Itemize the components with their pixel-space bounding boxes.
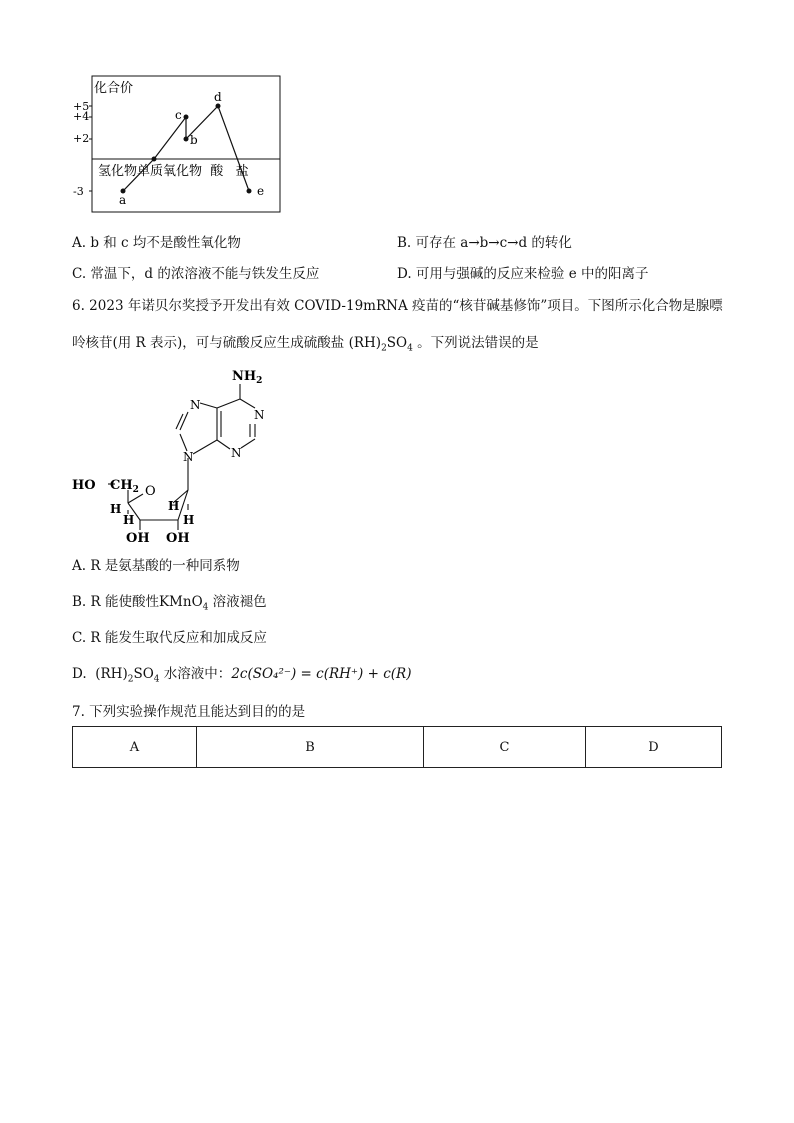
point-label-c: c [175, 108, 182, 122]
point-label-d: d [214, 90, 222, 104]
q6-salt-formula: $(RH)_2SO_4$ [348, 335, 413, 354]
point-label-b: b [190, 133, 198, 147]
kmno4-formula: KMnO$_4$ [158, 594, 209, 613]
ho-label: HO [72, 478, 96, 493]
q6-option-c: C. R 能发生取代反应和加成反应 [72, 630, 267, 646]
oh-label-right: OH [166, 531, 190, 546]
point-d [216, 104, 221, 109]
h-label-c3: H [123, 513, 135, 527]
q7-option-table [72, 726, 722, 768]
q6-line2-after: 。下列说法错误的是 [417, 335, 539, 351]
point-b [184, 137, 189, 142]
charge-balance-equation: 2c(SO₄²⁻) = c(RH⁺) + c(R) [231, 666, 412, 682]
y-tick-plus4: +4 [73, 110, 90, 123]
ring-oxygen: O [145, 484, 156, 499]
h-label-c1: H [168, 499, 180, 513]
q7-header-b: B [197, 727, 424, 768]
x-axis-label: 氢化物单质氧化物 酸 盐 [98, 164, 249, 179]
oh-label-left: OH [126, 531, 150, 546]
chart-frame [92, 76, 280, 212]
n-atom-7: N [190, 398, 201, 412]
y-axis-label: 化合价 [94, 81, 134, 96]
q6-option-b: B. R 能使酸性KMnO$_4$ 溶液褪色 [72, 594, 267, 613]
q5-option-a: A. b 和 c 均不是酸性氧化物 [72, 235, 241, 251]
point-c [184, 115, 189, 120]
adenosine-structure [70, 362, 300, 547]
q5-option-d: D. 可用与强碱的反应来检验 e 中的阳离子 [397, 266, 649, 282]
n-atom-3: N [231, 446, 242, 460]
n-atom-1: N [254, 408, 265, 422]
h-label-c4: H [110, 502, 122, 516]
q6-line2-before: 呤核苷(用 R 表示)，可与硫酸反应生成硫酸盐 [72, 335, 345, 351]
q7-header-d: D [586, 727, 722, 768]
q7-title: 7. 下列实验操作规范且能达到目的的是 [72, 704, 306, 720]
nh2-label: $NH_2$ [232, 369, 263, 386]
q7-header-c: C [424, 727, 586, 768]
point-element [152, 157, 157, 162]
point-label-a: a [119, 193, 127, 207]
q7-header-a: A [73, 727, 197, 768]
q6-option-d: D. $(RH)_2SO_4$ 水溶液中：2c(SO₄²⁻) = c(RH⁺) + c(R) [72, 666, 412, 685]
n-atom-9: N [183, 450, 194, 464]
point-label-e: e [257, 184, 265, 198]
salt-formula-d: $(RH)_2SO_4$ [95, 666, 160, 685]
q5-option-b: B. 可存在 a→b→c→d 的转化 [397, 235, 572, 251]
q6-line2 [72, 334, 539, 358]
valence-chart [60, 70, 300, 220]
q6-line1: 6. 2023 年诺贝尔奖授予开发出有效 COVID-19mRNA 疫苗的“核苷碱基修饰”项目。下图所示化合物是腺嘌 [72, 298, 723, 314]
y-tick-plus2: +2 [73, 132, 90, 145]
h-label-c2: H [183, 513, 195, 527]
q6-option-a: A. R 是氨基酸的一种同系物 [72, 558, 240, 574]
ch2-label: $CH_2$ [110, 478, 139, 495]
q5-option-c: C. 常温下，d 的浓溶液不能与铁发生反应 [72, 266, 320, 282]
y-tick-plus5: +5 [73, 100, 90, 113]
point-e [247, 189, 252, 194]
y-tick-minus3: -3 [73, 185, 84, 198]
